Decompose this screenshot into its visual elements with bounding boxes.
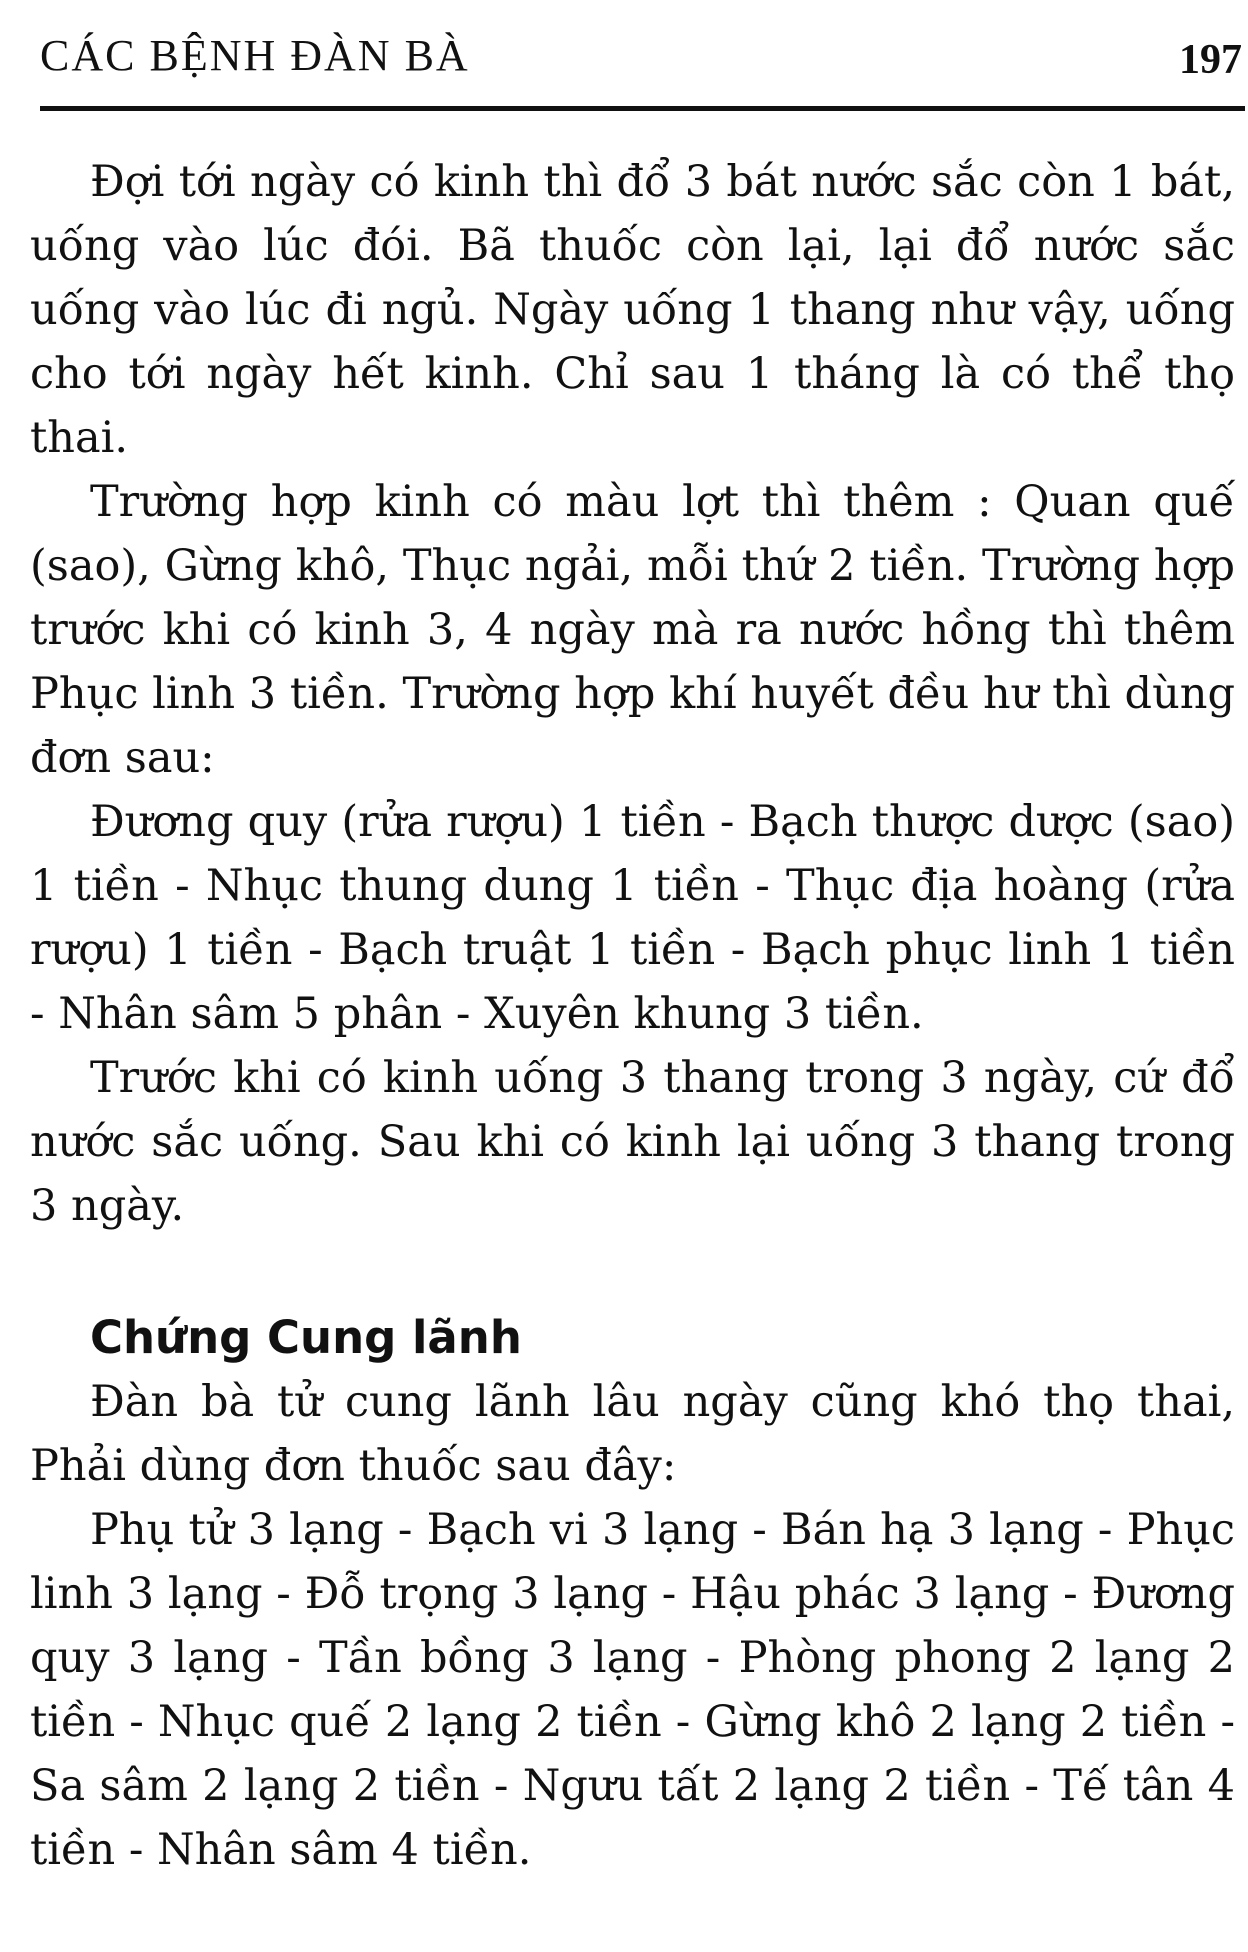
paragraph: Trước khi có kinh uống 3 thang trong 3 ngày, cứ đổ nước sắc uống. Sau khi có kinh lại uống 3 thang trong 3 ngày. (30, 1053, 1235, 1231)
section-heading: Chứng Cung lãnh (90, 1311, 522, 1364)
paragraph: Đàn bà tử cung lãnh lâu ngày cũng khó thọ thai, Phải dùng đơn thuốc sau đây: (30, 1377, 1235, 1491)
page-number: 197 (1179, 37, 1242, 83)
paragraph: Trường hợp kinh có màu lợt thì thêm : Quan quế (sao), Gừng khô, Thục ngải, mỗi thứ 2 tiền. Trường hợp trước khi có kinh 3, 4 ngày mà ra nước hồng thì thêm Phục linh 3 tiền. Trường hợp khí huyết đều hư thì dùng đơn sau: (30, 477, 1235, 783)
prescription-paragraph: Phụ tử 3 lạng - Bạch vi 3 lạng - Bán hạ 3 lạng - Phục linh 3 lạng - Đỗ trọng 3 lạng - Hậu phác 3 lạng - Đương quy 3 lạng - Tần bồng 3 lạng - Phòng phong 2 lạng 2 tiền - Nhục quế 2 lạng 2 tiền - Gừng khô 2 lạng 2 tiền - Sa sâm 2 lạng 2 tiền - Ngưu tất 2 lạng 2 tiền - Tế tân 4 tiền - Nhân sâm 4 tiền. (30, 1505, 1235, 1875)
prescription-paragraph: Đương quy (rửa rượu) 1 tiền - Bạch thược dược (sao) 1 tiền - Nhục thung dung 1 tiền - Thục địa hoàng (rửa rượu) 1 tiền - Bạch truật 1 tiền - Bạch phục linh 1 tiền - Nhân sâm 5 phân - Xuyên khung 3 tiền. (30, 797, 1235, 1039)
header-rule (40, 106, 1245, 111)
body-text (30, 150, 1235, 1882)
paragraph: Đợi tới ngày có kinh thì đổ 3 bát nước sắc còn 1 bát, uống vào lúc đói. Bã thuốc còn lại, lại đổ nước sắc uống vào lúc đi ngủ. Ngày uống 1 thang như vậy, uống cho tới ngày hết kinh. Chỉ sau 1 tháng là có thể thọ thai. (30, 157, 1235, 463)
page-header (40, 30, 1248, 90)
running-title: CÁC BỆNH ĐÀN BÀ (40, 31, 470, 80)
